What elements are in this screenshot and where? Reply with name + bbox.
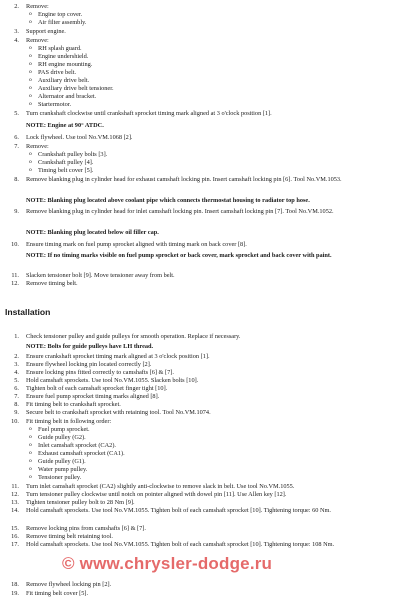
step-14: 14. Hold camshaft sprockets. Use tool No.VM.1055. Tighten bolt of each camshaft sprocket [10]. Tightening torque: 60 Nm. <box>11 507 332 514</box>
website-watermark: © www.chrysler-dodge.ru <box>62 554 273 573</box>
step-17: 17. Hold camshaft sprockets. Use tool No.VM.1055. Tighten bolt of each camshaft sprocket [10]. Tightening torque: 108 Nm. <box>11 541 335 548</box>
section-heading-installation: Installation <box>5 307 51 317</box>
note: NOTE: If no timing marks visible on fuel pump sprocket or back cover, mark sprocket and back cover with paint. <box>26 252 332 259</box>
repair-manual-page: 2. Remove: o Engine top cover. o Air filter assembly. 3. Support engine. 4. Remove: o RH splash guard. o Engine undershield. o RH engine mounting. o PAS drive belt. o Auxiliary drive belt. o Auxiliary drive belt tensioner. o Alternator and bracket. o Startermotor. 5. Turn crankshaft clockwise until crankshaft sprocket timing mark aligned at 3 o'clock position [1]. NOTE: Engine at 90° ATDC. 6. Lock flywheel. Use tool No.VM.1068 [2]. 7. Remove: o Crankshaft pulley bolts [3]. o Crankshaft pulley [4]. o Timing belt cover [5]. 8. Remove blanking plug in cylinder head for exhaust camshaft locking pin. Insert camshaft locking pin [6]. Tool No.VM.1053. NOTE: Blanking plug located above coolant pipe which connects thermostat housing to radiator top hose. 9. Remove blanking plug in cylinder head for inlet camshaft locking pin. Insert camshaft locking pin [7]. Tool No.VM.1052. NOTE: Blanking plug located below oil filler cap. 10. Ensure timing mark on fuel pump sprocket aligned with timing mark on back cover [8]. NOTE: If no timing marks visible on fuel pump sprocket or back cover, mark sprocket and back cover with paint. 11. Slacken tensioner bolt [9]. Move tensioner away from belt. 12. Remove timing belt. Installation 1. Check tensioner pulley and guide pulleys for smooth operation. Replace if necessary. NOTE: Bolts for guide pulleys have LH thread. 2. Ensure crankshaft sprocket timing mark aligned at 3 o'clock position [1]. 3. Ensure flywheel locking pin located correctly [2]. 4. Ensure locking pins fitted correctly to camshafts [6] & [7]. 5. Hold camshaft sprockets. Use tool No.VM.1055. Slacken bolts [10]. 6. Tighten bolt of each camshaft sprocket finger tight [10]. 7. Ensure fuel pump sprocket timing marks aligned [8]. 8. Fit timing belt to crankshaft sprocket. 9. Secure belt to crankshaft sprocket with retaining tool. Tool No.VM.1074. 10. Fit timing belt in following order: o Fuel pump sprocket. o Guide pulley (G2). o Inlet camshaft sprocket (CA2). o Exhaust camshaft sprocket (CA1). o Guide pulley (G1). o Water pump pulley. o Tensioner pulley. 11. Turn inlet camshaft sprocket (CA2) slightly anti-clockwise to remove slack in belt. Use tool No.VM.1055. 12. Turn tensioner pulley clockwise until notch on pointer aligned with dowel pin [11]. Use Allen key [12]. 13. Tighten tensioner pulley bolt to 28 Nm [9]. 14. Hold camshaft sprockets. Use tool No.VM.1055. Tighten bolt of each camshaft sprocket [10]. Tightening torque: 60 Nm. 15. Remove locking pins from camshafts [6] & [7]. 16. Remove timing belt retaining tool. 17. Hold camshaft sprockets. Use tool No.VM.1055. Tighten bolt of each camshaft sprocket [10]. Tightening torque: 108 Nm. 18. Remove flywheel locking pin [2]. 19. Fit timing belt cover [5]. © www.chrysler-dodge.ru <box>0 0 401 600</box>
step-8: 8. Remove blanking plug in cylinder head for exhaust camshaft locking pin. Insert camshaft locking pin [6]. Tool No.VM.1053. <box>14 176 342 183</box>
step-9: 9. Remove blanking plug in cylinder head for inlet camshaft locking pin. Insert camshaft locking pin [7]. Tool No.VM.1052. <box>14 208 334 215</box>
